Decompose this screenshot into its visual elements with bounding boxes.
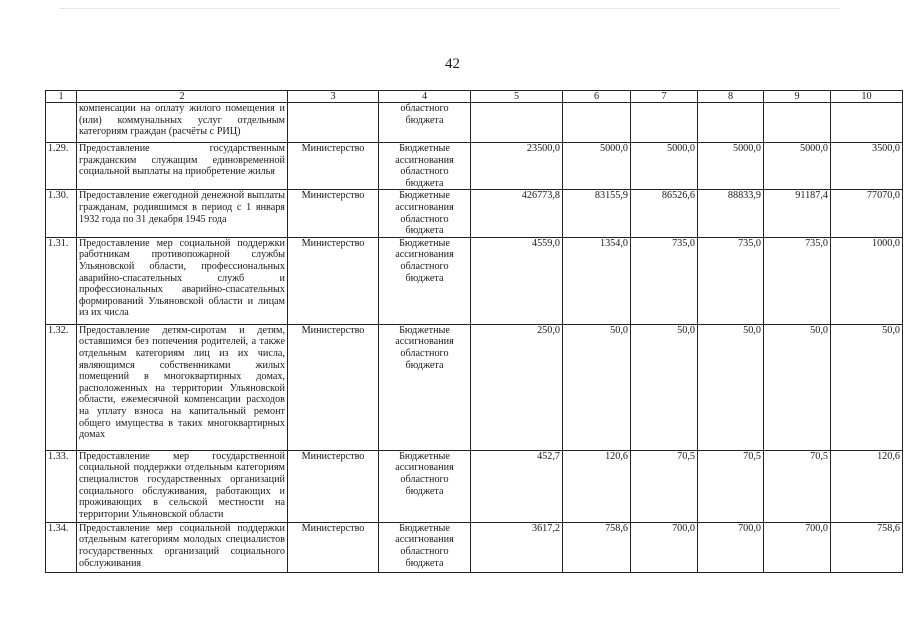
column-header: 5 bbox=[471, 91, 563, 103]
row-value-year: 77070,0 bbox=[831, 190, 903, 237]
column-header: 4 bbox=[379, 91, 471, 103]
row-value-year: 700,0 bbox=[631, 522, 698, 572]
column-header: 1 bbox=[46, 91, 77, 103]
row-value-total: 4559,0 bbox=[471, 237, 563, 324]
row-value-year: 70,5 bbox=[764, 450, 831, 522]
table-row bbox=[46, 450, 903, 522]
row-value-year: 50,0 bbox=[698, 324, 764, 450]
row-executor: Министерство bbox=[288, 450, 379, 522]
row-value-year: 1000,0 bbox=[831, 237, 903, 324]
page-number: 42 bbox=[445, 56, 460, 72]
row-value-year: 91187,4 bbox=[764, 190, 831, 237]
row-funding-source: областного бюджета bbox=[379, 103, 471, 143]
table-row bbox=[46, 190, 903, 237]
row-value-year: 5000,0 bbox=[698, 143, 764, 190]
table-row bbox=[46, 103, 903, 143]
column-header: 7 bbox=[631, 91, 698, 103]
row-number: 1.29. bbox=[46, 143, 77, 190]
row-value-year bbox=[764, 103, 831, 143]
row-value-year: 735,0 bbox=[631, 237, 698, 324]
table-row bbox=[46, 143, 903, 190]
row-value-year: 50,0 bbox=[563, 324, 631, 450]
row-executor: Министерство bbox=[288, 237, 379, 324]
row-executor: Министерство bbox=[288, 143, 379, 190]
row-executor bbox=[288, 103, 379, 143]
row-funding-source: Бюджетные ассигнования областного бюджета bbox=[379, 522, 471, 572]
row-value-year: 50,0 bbox=[831, 324, 903, 450]
row-title: компенсации на оплату жилого помещения и (или) коммунальных услуг отдельным категориям граждан (расчёты с РИЦ) bbox=[77, 103, 288, 143]
row-title: Предоставление мер социальной поддержки отдельным категориям молодых специалистов государственных организаций социального обслуживания bbox=[77, 522, 288, 572]
table-row bbox=[46, 237, 903, 324]
row-value-year: 5000,0 bbox=[563, 143, 631, 190]
row-value-year: 700,0 bbox=[698, 522, 764, 572]
row-number bbox=[46, 103, 77, 143]
row-number: 1.34. bbox=[46, 522, 77, 572]
column-header: 8 bbox=[698, 91, 764, 103]
row-funding-source: Бюджетные ассигнования областного бюджета bbox=[379, 190, 471, 237]
header-row bbox=[46, 91, 903, 103]
row-value-total bbox=[471, 103, 563, 143]
row-executor: Министерство bbox=[288, 522, 379, 572]
column-header: 9 bbox=[764, 91, 831, 103]
row-value-total: 23500,0 bbox=[471, 143, 563, 190]
row-value-year bbox=[698, 103, 764, 143]
column-header: 6 bbox=[563, 91, 631, 103]
row-value-year bbox=[631, 103, 698, 143]
row-value-year: 3500,0 bbox=[831, 143, 903, 190]
row-value-year: 735,0 bbox=[764, 237, 831, 324]
row-value-year: 70,5 bbox=[698, 450, 764, 522]
budget-table bbox=[45, 90, 903, 573]
table-row bbox=[46, 324, 903, 450]
row-value-year: 50,0 bbox=[631, 324, 698, 450]
row-value-year: 758,6 bbox=[831, 522, 903, 572]
column-header: 10 bbox=[831, 91, 903, 103]
row-executor: Министерство bbox=[288, 190, 379, 237]
row-value-year: 735,0 bbox=[698, 237, 764, 324]
row-funding-source: Бюджетные ассигнования областного бюджета bbox=[379, 237, 471, 324]
row-funding-source: Бюджетные ассигнования областного бюджета bbox=[379, 450, 471, 522]
row-value-year: 5000,0 bbox=[631, 143, 698, 190]
row-title: Предоставление детям-сиротам и детям, оставшимся без попечения родителей, а также отдельным категориям лиц из их числа, являющимся собственниками жилых помещений в многоквартирных домах, расположенных на территории Ульяновской области, ежемесячной компенсации расходов на уплату взноса на капитальный ремонт общего имущества в таких многоквартирных домах bbox=[77, 324, 288, 450]
row-value-year: 758,6 bbox=[563, 522, 631, 572]
row-value-total: 452,7 bbox=[471, 450, 563, 522]
row-value-year: 83155,9 bbox=[563, 190, 631, 237]
row-value-year: 120,6 bbox=[831, 450, 903, 522]
row-value-total: 426773,8 bbox=[471, 190, 563, 237]
row-executor: Министерство bbox=[288, 324, 379, 450]
row-number: 1.31. bbox=[46, 237, 77, 324]
row-title: Предоставление мер государственной социальной поддержки отдельным категориям специалистов государственных организаций социального обслуживания, работающих и проживающих в сельской местности на территории Ульяновской области bbox=[77, 450, 288, 522]
column-header: 3 bbox=[288, 91, 379, 103]
row-value-total: 3617,2 bbox=[471, 522, 563, 572]
row-value-year bbox=[563, 103, 631, 143]
row-value-year: 86526,6 bbox=[631, 190, 698, 237]
row-funding-source: Бюджетные ассигнования областного бюджета bbox=[379, 143, 471, 190]
row-number: 1.30. bbox=[46, 190, 77, 237]
row-value-year bbox=[831, 103, 903, 143]
row-number: 1.33. bbox=[46, 450, 77, 522]
column-header: 2 bbox=[77, 91, 288, 103]
row-funding-source: Бюджетные ассигнования областного бюджета bbox=[379, 324, 471, 450]
row-title: Предоставление государственным гражданским служащим единовременной социальной выплаты на приобретение жилья bbox=[77, 143, 288, 190]
row-value-year: 700,0 bbox=[764, 522, 831, 572]
row-title: Предоставление ежегодной денежной выплаты гражданам, родившимся в период с 1 января 1932 года по 31 декабря 1945 года bbox=[77, 190, 288, 237]
row-value-year: 50,0 bbox=[764, 324, 831, 450]
row-value-year: 5000,0 bbox=[764, 143, 831, 190]
row-value-year: 88833,9 bbox=[698, 190, 764, 237]
row-value-year: 70,5 bbox=[631, 450, 698, 522]
row-title: Предоставление мер социальной поддержки работникам противопожарной службы Ульяновской области, профессиональных аварийно-спасательных служб и профессиональных аварийно-спасательных формирований Ульяновской области и лицам из их числа bbox=[77, 237, 288, 324]
row-value-total: 250,0 bbox=[471, 324, 563, 450]
table-row bbox=[46, 522, 903, 572]
row-number: 1.32. bbox=[46, 324, 77, 450]
scan-artifact bbox=[60, 8, 840, 12]
row-value-year: 1354,0 bbox=[563, 237, 631, 324]
row-value-year: 120,6 bbox=[563, 450, 631, 522]
